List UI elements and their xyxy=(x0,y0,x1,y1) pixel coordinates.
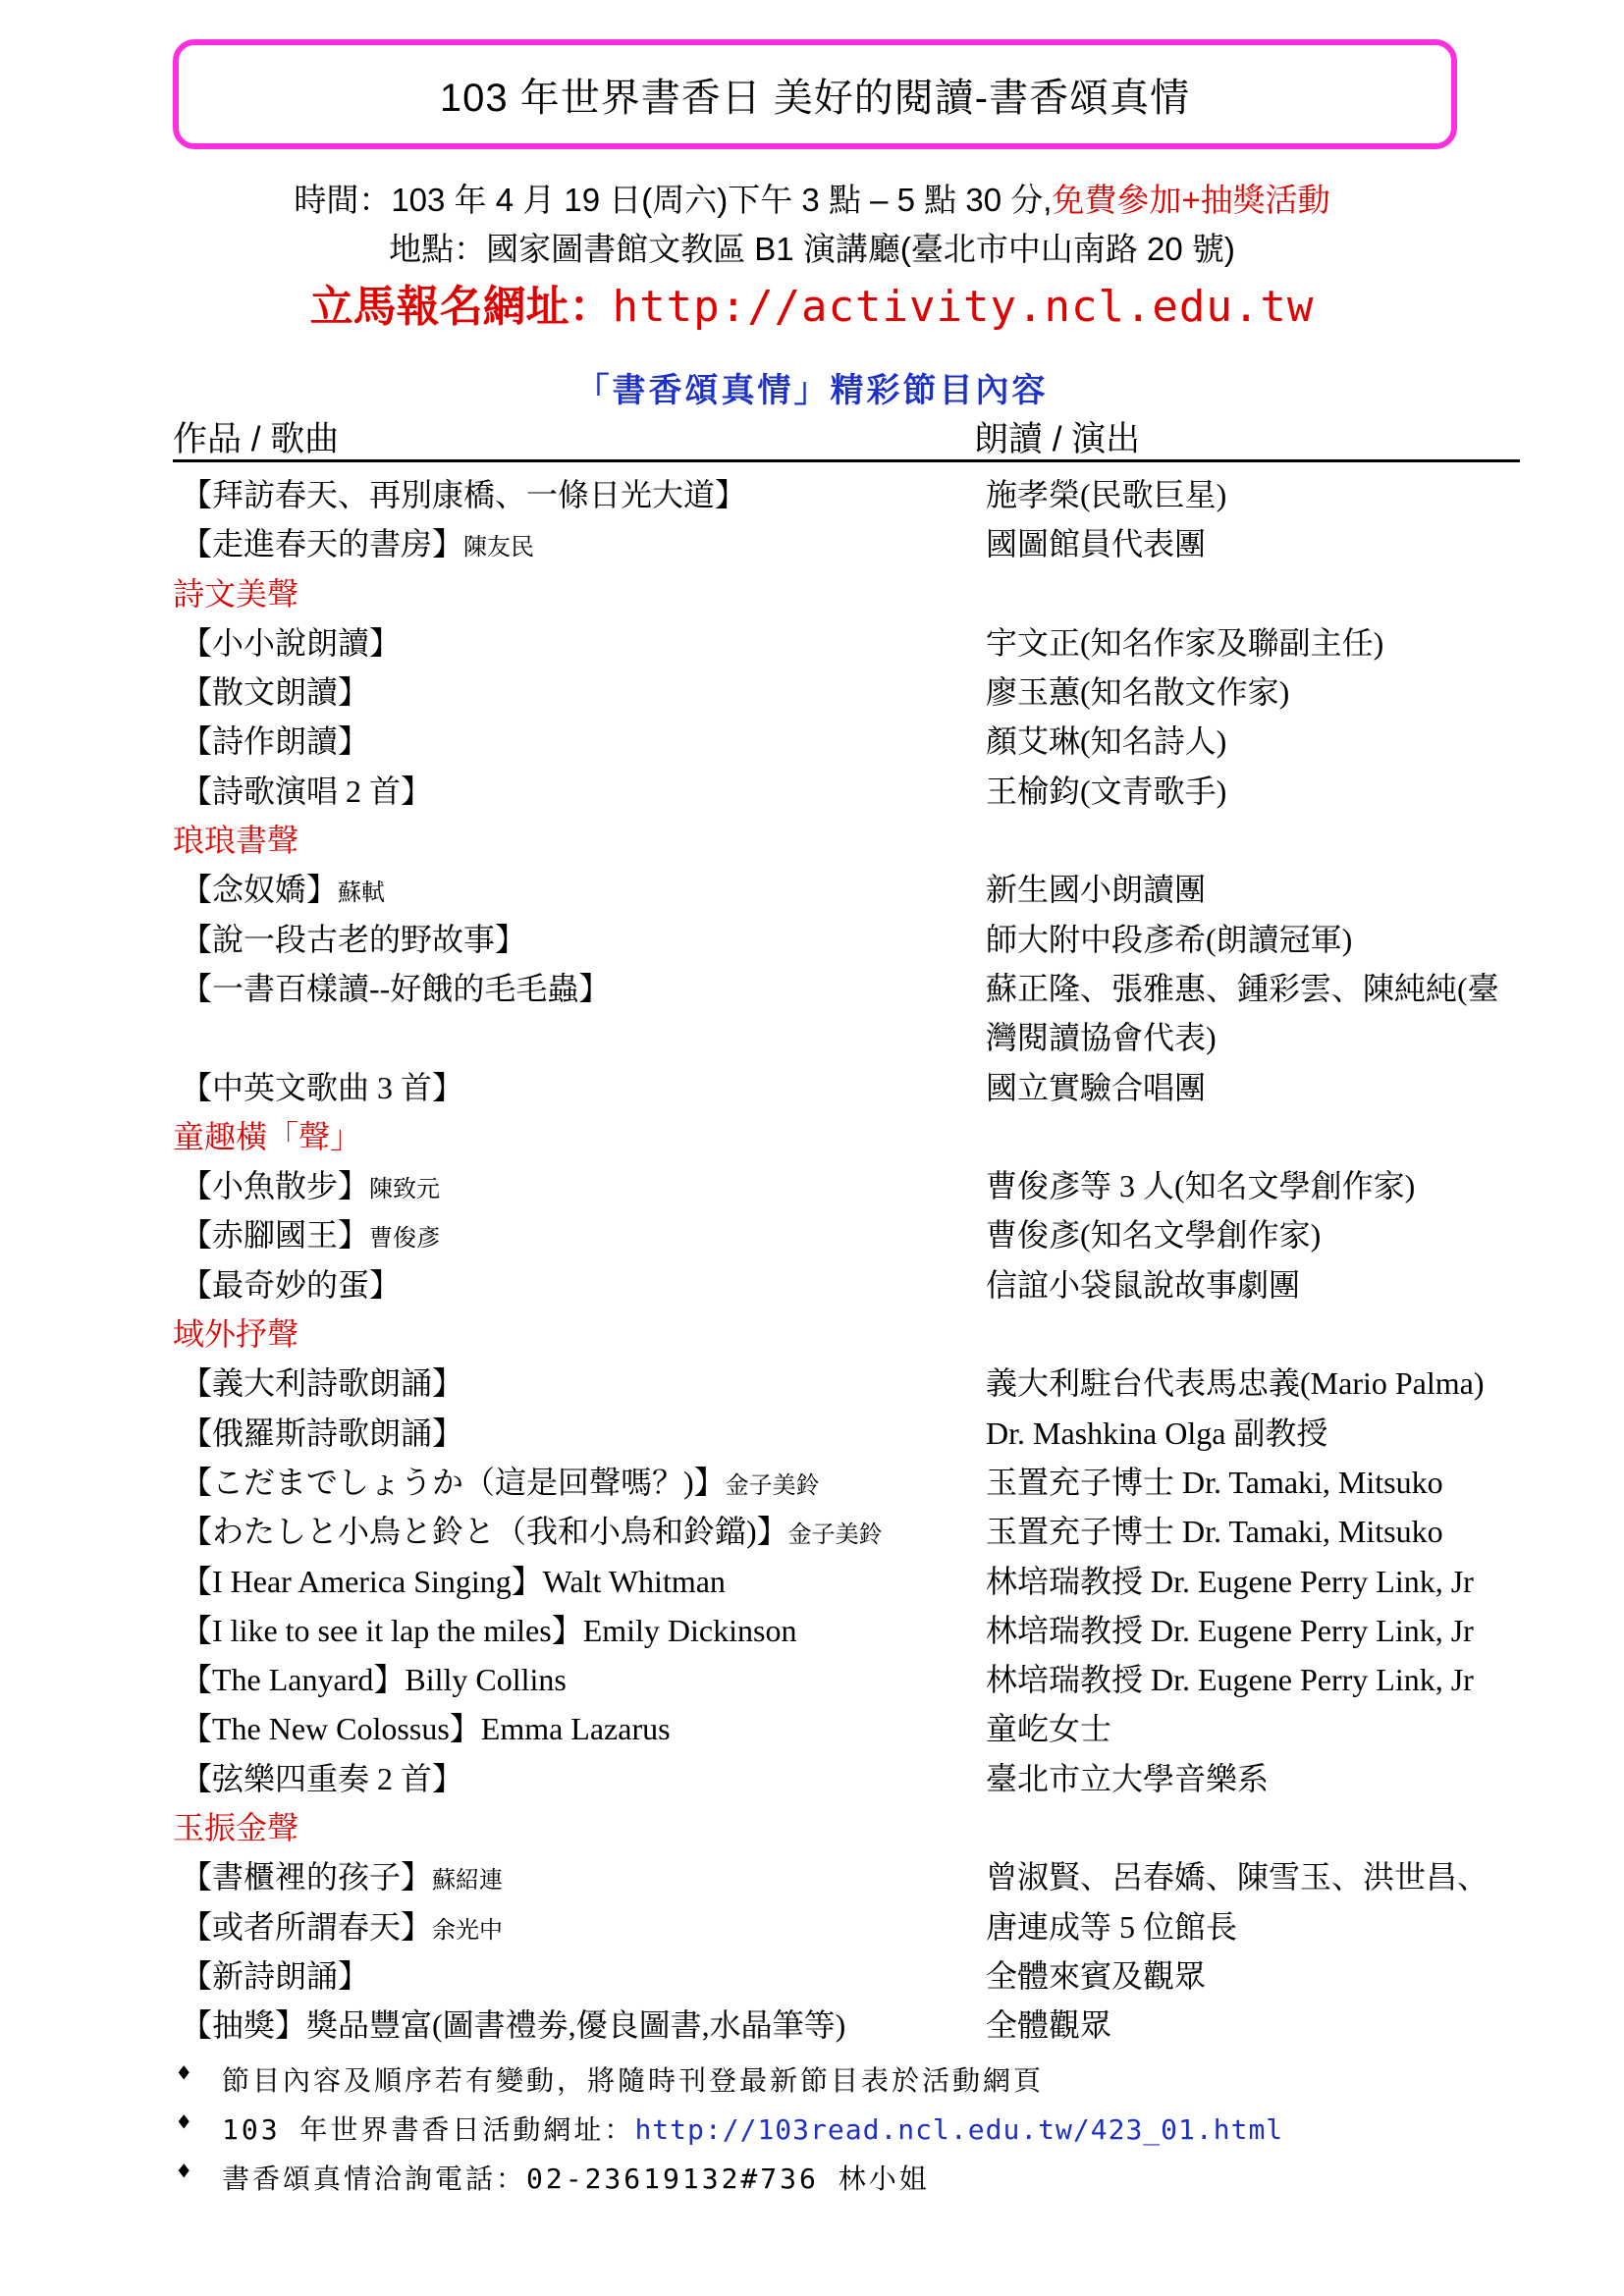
work-text: 【散文朗讀】 xyxy=(181,674,370,711)
program-row xyxy=(173,1255,1528,1305)
work-title xyxy=(181,667,369,713)
work-text: 域外抒聲 xyxy=(173,1316,299,1353)
work-title xyxy=(181,865,385,910)
program-row xyxy=(173,1996,1528,2045)
work-text: 【一書百樣讀--好餓的毛毛蟲】 xyxy=(181,970,611,1006)
work-text: 【俄羅斯詩歌朗誦】 xyxy=(181,1415,464,1451)
work-text: 【抽獎】獎品豐富(圖書禮劵,優良圖書,水晶筆等) xyxy=(181,2007,846,2044)
page-title: 103 年世界書香日 美好的閱讀-書香頌真情 xyxy=(439,76,1191,120)
performer: 林培瑞教授 Dr. Eugene Perry Link, Jr xyxy=(986,1563,1474,1599)
work-author: 蘇軾 xyxy=(338,881,386,907)
note-text: 書香頌真情洽詢電話：02-23619132#736 林小姐 xyxy=(222,2163,930,2195)
work-title xyxy=(181,915,526,960)
program-row xyxy=(173,1453,1528,1502)
section-heading xyxy=(173,564,1528,614)
section-title xyxy=(173,1112,361,1157)
diamond-bullet-icon: ♦ xyxy=(177,2059,194,2087)
program-row xyxy=(173,614,1528,663)
work-title xyxy=(181,1359,463,1404)
performer: 施孝榮(民歌巨星) xyxy=(986,477,1227,512)
work-title xyxy=(181,1161,440,1206)
note-item xyxy=(173,2101,1449,2150)
diamond-bullet-icon: ♦ xyxy=(177,2109,194,2136)
signup-label: 立馬報名網址： xyxy=(309,283,613,331)
work-title xyxy=(181,767,432,812)
title-box xyxy=(173,39,1457,149)
section-heading xyxy=(173,1107,1528,1156)
program-row xyxy=(173,1502,1528,1551)
work-text: 【The New Colossus】Emma Lazarus xyxy=(181,1711,671,1747)
note-text xyxy=(222,2109,1283,2148)
work-text: 【書櫃裡的孩子】 xyxy=(181,1859,433,1896)
work-title xyxy=(181,519,534,564)
program-row xyxy=(173,1354,1528,1403)
section-title xyxy=(173,569,298,614)
program-row xyxy=(173,465,1528,514)
work-text: 【中英文歌曲 3 首】 xyxy=(181,1069,464,1105)
work-title xyxy=(181,1409,463,1454)
work-text: 【拜訪春天、再別康橋、一條日光大道】 xyxy=(181,477,747,512)
performer: 義大利駐台代表馬忠義(Mario Palma) xyxy=(986,1365,1485,1402)
performer: 灣閱讀協會代表) xyxy=(986,1020,1217,1056)
program-header-row xyxy=(173,410,1520,462)
program-row xyxy=(173,1404,1528,1453)
work-text: 【I like to see it lap the miles】Emily Dickinson xyxy=(181,1612,797,1648)
program-row xyxy=(173,1947,1528,1996)
performer: 玉置充子博士 Dr. Tamaki, Mitsuko xyxy=(986,1514,1443,1550)
work-text: 琅琅書聲 xyxy=(173,823,299,859)
program-row xyxy=(173,663,1528,712)
website-link[interactable]: http://103read.ncl.edu.tw/423_01.html xyxy=(634,2113,1284,2146)
work-text: 【詩作朗讀】 xyxy=(181,723,370,760)
program-row xyxy=(173,1008,1528,1057)
event-time xyxy=(0,175,1624,221)
work-text: 詩文美聲 xyxy=(173,575,299,612)
program-row xyxy=(173,1058,1528,1107)
program-row xyxy=(173,1601,1528,1650)
performer: 廖玉蕙(知名散文作家) xyxy=(986,674,1290,711)
performer: 曹俊彥(知名文學創作家) xyxy=(986,1217,1322,1254)
event-place: 地點：國家圖書館文教區 B1 演講廳(臺北市中山南路 20 號) xyxy=(389,231,1235,267)
free-entry-highlight: 免費參加+抽獎活動 xyxy=(1052,182,1330,218)
work-text: 【或者所謂春天】 xyxy=(181,1908,433,1945)
program-row xyxy=(173,910,1528,959)
section-title xyxy=(173,816,298,861)
work-title xyxy=(181,1951,369,1997)
work-title xyxy=(181,1458,820,1503)
work-title xyxy=(181,1507,883,1552)
work-text: 【弦樂四重奏 2 首】 xyxy=(181,1760,464,1796)
program-row xyxy=(173,1897,1528,1947)
work-title xyxy=(181,1557,726,1602)
signup-line xyxy=(0,271,1624,334)
performer: 國立實驗合唱團 xyxy=(986,1069,1207,1105)
work-title xyxy=(181,1210,440,1255)
performer: 蘇正隆、張雅惠、鍾彩雲、陳純純(臺 xyxy=(986,970,1499,1006)
program-row xyxy=(173,1749,1528,1798)
work-text: 【The Lanyard】Billy Collins xyxy=(181,1662,567,1698)
work-title xyxy=(181,717,369,762)
work-text: 【走進春天的書房】 xyxy=(181,526,464,562)
work-title xyxy=(181,1704,671,1749)
program-row xyxy=(173,959,1528,1008)
header-performers: 朗讀 / 演出 xyxy=(974,420,1141,458)
program-row xyxy=(173,1650,1528,1699)
work-title xyxy=(181,1063,463,1108)
performer: 師大附中段彥希(朗讀冠軍) xyxy=(986,921,1353,957)
header-works: 作品 / 歌曲 xyxy=(173,420,340,458)
work-author: 蘇紹連 xyxy=(432,1868,504,1895)
work-title xyxy=(181,2001,845,2046)
diamond-bullet-icon: ♦ xyxy=(177,2158,194,2185)
performer: 林培瑞教授 Dr. Eugene Perry Link, Jr xyxy=(986,1612,1474,1648)
work-text: 玉振金聲 xyxy=(173,1810,299,1846)
program-row xyxy=(173,1847,1528,1896)
program-row xyxy=(173,1699,1528,1748)
work-author: 余光中 xyxy=(432,1917,504,1944)
section-heading xyxy=(173,1305,1528,1354)
work-title xyxy=(181,1655,567,1700)
note-website-label: 103 年世界書香日活動網址： xyxy=(222,2113,635,2146)
work-title xyxy=(181,1754,463,1799)
program-row xyxy=(173,1552,1528,1601)
work-title xyxy=(181,964,610,1009)
work-text: 【最奇妙的蛋】 xyxy=(181,1266,402,1303)
work-text: 【わたしと小鳥と鈴と（我和小鳥和鈴鐺)】 xyxy=(181,1514,788,1550)
work-text: 童趣橫「聲」 xyxy=(173,1118,362,1154)
notes-list xyxy=(173,2052,1449,2199)
section-title xyxy=(173,1803,298,1848)
performer: 全體來賓及觀眾 xyxy=(986,1957,1207,1994)
program-row xyxy=(173,762,1528,811)
section-heading xyxy=(173,811,1528,860)
program-row xyxy=(173,860,1528,909)
note-item xyxy=(173,2150,1449,2199)
performer: 玉置充子博士 Dr. Tamaki, Mitsuko xyxy=(986,1464,1443,1500)
work-title xyxy=(181,470,746,515)
performer: 國圖館員代表團 xyxy=(986,526,1207,562)
program-row xyxy=(173,712,1528,761)
note-text: 節目內容及順序若有變動，將隨時刊登最新節目表於活動網頁 xyxy=(222,2064,1045,2097)
performer: 王榆鈞(文青歌手) xyxy=(986,773,1227,809)
program-row xyxy=(173,514,1528,563)
work-text: 【こだまでしょうか（這是回聲嗎？)】 xyxy=(181,1464,726,1500)
performer: 臺北市立大學音樂系 xyxy=(986,1760,1270,1796)
program-list xyxy=(173,465,1528,2046)
work-text: 【新詩朗誦】 xyxy=(181,1957,370,1994)
work-author: 陳友民 xyxy=(463,535,535,561)
program-row xyxy=(173,1156,1528,1205)
work-text: 【小小說朗讀】 xyxy=(181,624,402,661)
work-author: 曹俊彥 xyxy=(369,1226,441,1253)
section-heading xyxy=(173,1798,1528,1847)
performer: 信誼小袋鼠說故事劇團 xyxy=(986,1266,1301,1303)
performer: 童屹女士 xyxy=(986,1711,1112,1747)
work-text: 【I Hear America Singing】Walt Whitman xyxy=(181,1563,726,1599)
performer: 宇文正(知名作家及聯副主任) xyxy=(986,624,1384,661)
performer: Dr. Mashkina Olga 副教授 xyxy=(986,1415,1328,1451)
work-text: 【義大利詩歌朗誦】 xyxy=(181,1365,464,1402)
signup-link[interactable]: http://activity.ncl.edu.tw xyxy=(612,282,1315,332)
work-text: 【詩歌演唱 2 首】 xyxy=(181,773,433,809)
work-title xyxy=(181,1852,503,1897)
work-text: 【赤腳國王】 xyxy=(181,1217,370,1254)
section-title xyxy=(173,1309,298,1355)
work-text: 【小魚散步】 xyxy=(181,1168,370,1204)
note-item xyxy=(173,2052,1449,2101)
performer: 新生國小朗讀團 xyxy=(986,872,1207,908)
work-author: 金子美鈴 xyxy=(725,1472,820,1499)
performer: 曾淑賢、呂春嬌、陳雪玉、洪世昌、 xyxy=(986,1859,1489,1896)
work-text: 【念奴嬌】 xyxy=(181,872,339,908)
performer: 林培瑞教授 Dr. Eugene Perry Link, Jr xyxy=(986,1662,1474,1698)
work-title xyxy=(181,618,401,664)
work-title xyxy=(181,1260,401,1306)
performer: 顏艾琳(知名詩人) xyxy=(986,723,1227,760)
work-title xyxy=(181,1606,796,1651)
work-title xyxy=(181,1902,503,1948)
program-heading: 「書香頌真情」精彩節目內容 xyxy=(575,373,1049,409)
performer: 唐連成等 5 位館長 xyxy=(986,1908,1238,1945)
performer: 全體觀眾 xyxy=(986,2007,1112,2044)
work-author: 金子美鈴 xyxy=(787,1522,883,1549)
event-time-text: 時間：103 年 4 月 19 日(周六)下午 3 點 – 5 點 30 分, xyxy=(294,182,1053,218)
performer: 曹俊彥等 3 人(知名文學創作家) xyxy=(986,1168,1416,1204)
work-text: 【說一段古老的野故事】 xyxy=(181,921,527,957)
work-author: 陳致元 xyxy=(369,1177,441,1203)
program-row xyxy=(173,1205,1528,1255)
